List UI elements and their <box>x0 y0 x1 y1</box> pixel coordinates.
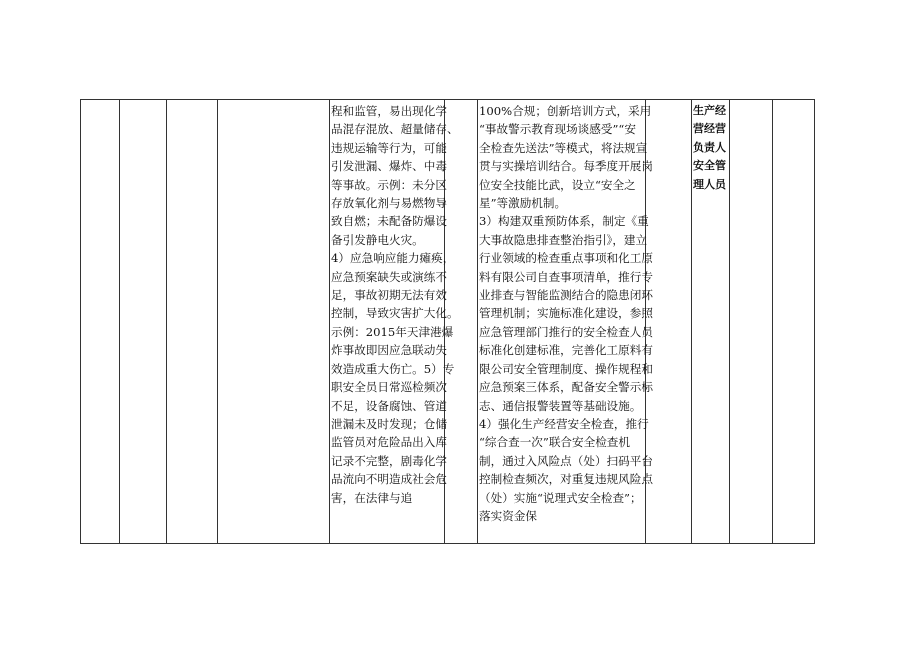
column-divider <box>772 100 773 543</box>
column-divider <box>477 100 478 543</box>
control-measures-cell: 100%合规；创新培训方式，采用 “事故警示教育现场谈感受”“安 全检查先送法”等模式，将法规宣 贯与实操培训结合。每季度开展岗 位安全技能比武，设立“安全之 星”等激励机制。 3）构建双重预防体系，制定《重 大事故隐患排查整治指引》，建立 行业领域的检查重点事项和化工原 料有限公司自查事项清单，推行专 业排查与智能监测结合的隐患闭环 管理机制；实施标准化建设，参照 应急管理部门推行的安全检查人员 标准化创建标准，完善化工原料有 限公司安全管理制度、操作规程和 应急预案三体系，配备安全警示标 志、通信报警装置等基础设施。 4）强化生产经营安全检查，推行 “综合查一次”联合安全检查机 制，通过入风险点（处）扫码平台 控制检查频次，对重复违规风险点 （处）实施“说理式安全检查”； 落实资金保 <box>479 104 653 523</box>
column-divider <box>217 100 218 543</box>
column-divider <box>729 100 730 543</box>
risk-description-cell: 程和监管，易出现化学 品混存混放、超量储存、 违规运输等行为，可能 引发泄漏、爆炸、中毒 等事故。示例：未分区 存放氧化剂与易燃物导 致自燃；未配备防爆设 备引发静电火灾。 4）应急响应能力瘫痪， 应急预案缺失或演练不 足，事故初期无法有效 控制，导致灾害扩大化。 示例：2015年天津港爆 炸事故即因应急联动失 效造成重大伤亡。5）专 职安全员日常巡检频次 不足，设备腐蚀、管道 泄漏未及时发现；仓储 监管员对危险品出入库 记录不完整，剧毒化学 品流向不明造成社会危 害，在法律与追 <box>331 104 459 505</box>
responsible-person-cell: 生产经 营经营 负责人 安全管 理人员 <box>693 104 726 191</box>
column-divider <box>691 100 692 543</box>
column-divider <box>166 100 167 543</box>
risk-control-table <box>80 99 815 544</box>
column-divider <box>119 100 120 543</box>
column-divider <box>329 100 330 543</box>
